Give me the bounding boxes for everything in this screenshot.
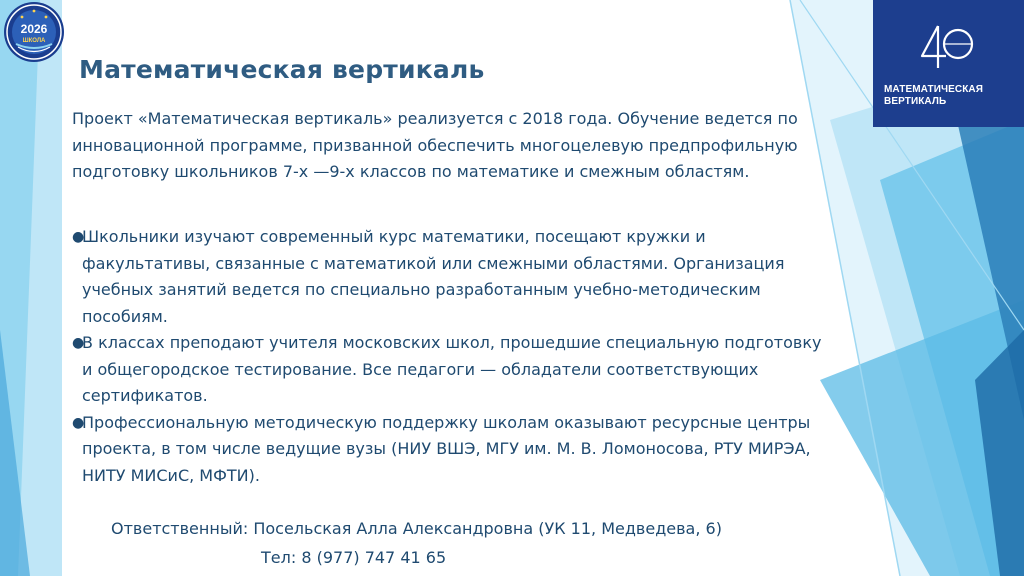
bullet-text: Профессиональную методическую поддержку школам оказывают ресурсные центры проекта, в том числе ведущие вузы (НИУ ВШЭ, МГУ им. М. В. Ломоносова, РТУ МИРЭА, НИТУ МИСиС, МФТИ). (82, 412, 811, 485)
math-vertical-logo-icon (918, 22, 978, 70)
partner-logo-box (873, 0, 1024, 127)
slide-title: Математическая вертикаль (79, 55, 485, 84)
contact-person: Ответственный: Посельская Алла Александровна (УК 11, Медведева, 6) (111, 519, 722, 538)
list-item (72, 224, 832, 330)
contact-phone: Тел: 8 (977) 747 41 65 (261, 548, 447, 567)
intro-paragraph: Проект «Математическая вертикаль» реализуется с 2018 года. Обучение ведется по инновационной программе, призванной обеспечить многоцелевую предпрофильную подготовку школьников 7-х —9-х классов по математике и смежным областям. (72, 109, 798, 181)
school-logo (2, 0, 66, 64)
list-item (72, 330, 832, 410)
list-item (72, 410, 832, 490)
bullet-text: В классах преподают учителя московских школ, прошедшие специальную подготовку и общегородское тестирование. Все педагоги — обладатели соответствующих сертификатов. (82, 333, 822, 405)
bullet-icon: ● (72, 335, 85, 351)
bullet-list (72, 224, 832, 489)
partner-logo-text (884, 84, 983, 108)
bullet-text: Школьники изучают современный курс математики, посещают кружки и факультативы, связанные с математикой или смежными областями. Организация учебных занятий ведется по специально разработанным учебно-методическим пособиям. (82, 227, 785, 326)
partner-logo-line1: МАТЕМАТИЧЕСКАЯ (884, 84, 984, 95)
school-logo-word: ШКОЛА (22, 38, 46, 44)
partner-logo-line2: ВЕРТИКАЛЬ (884, 96, 947, 107)
bullet-icon: ● (72, 229, 85, 245)
school-logo-year: 2026 (20, 22, 48, 36)
bullet-icon: ● (72, 414, 85, 431)
